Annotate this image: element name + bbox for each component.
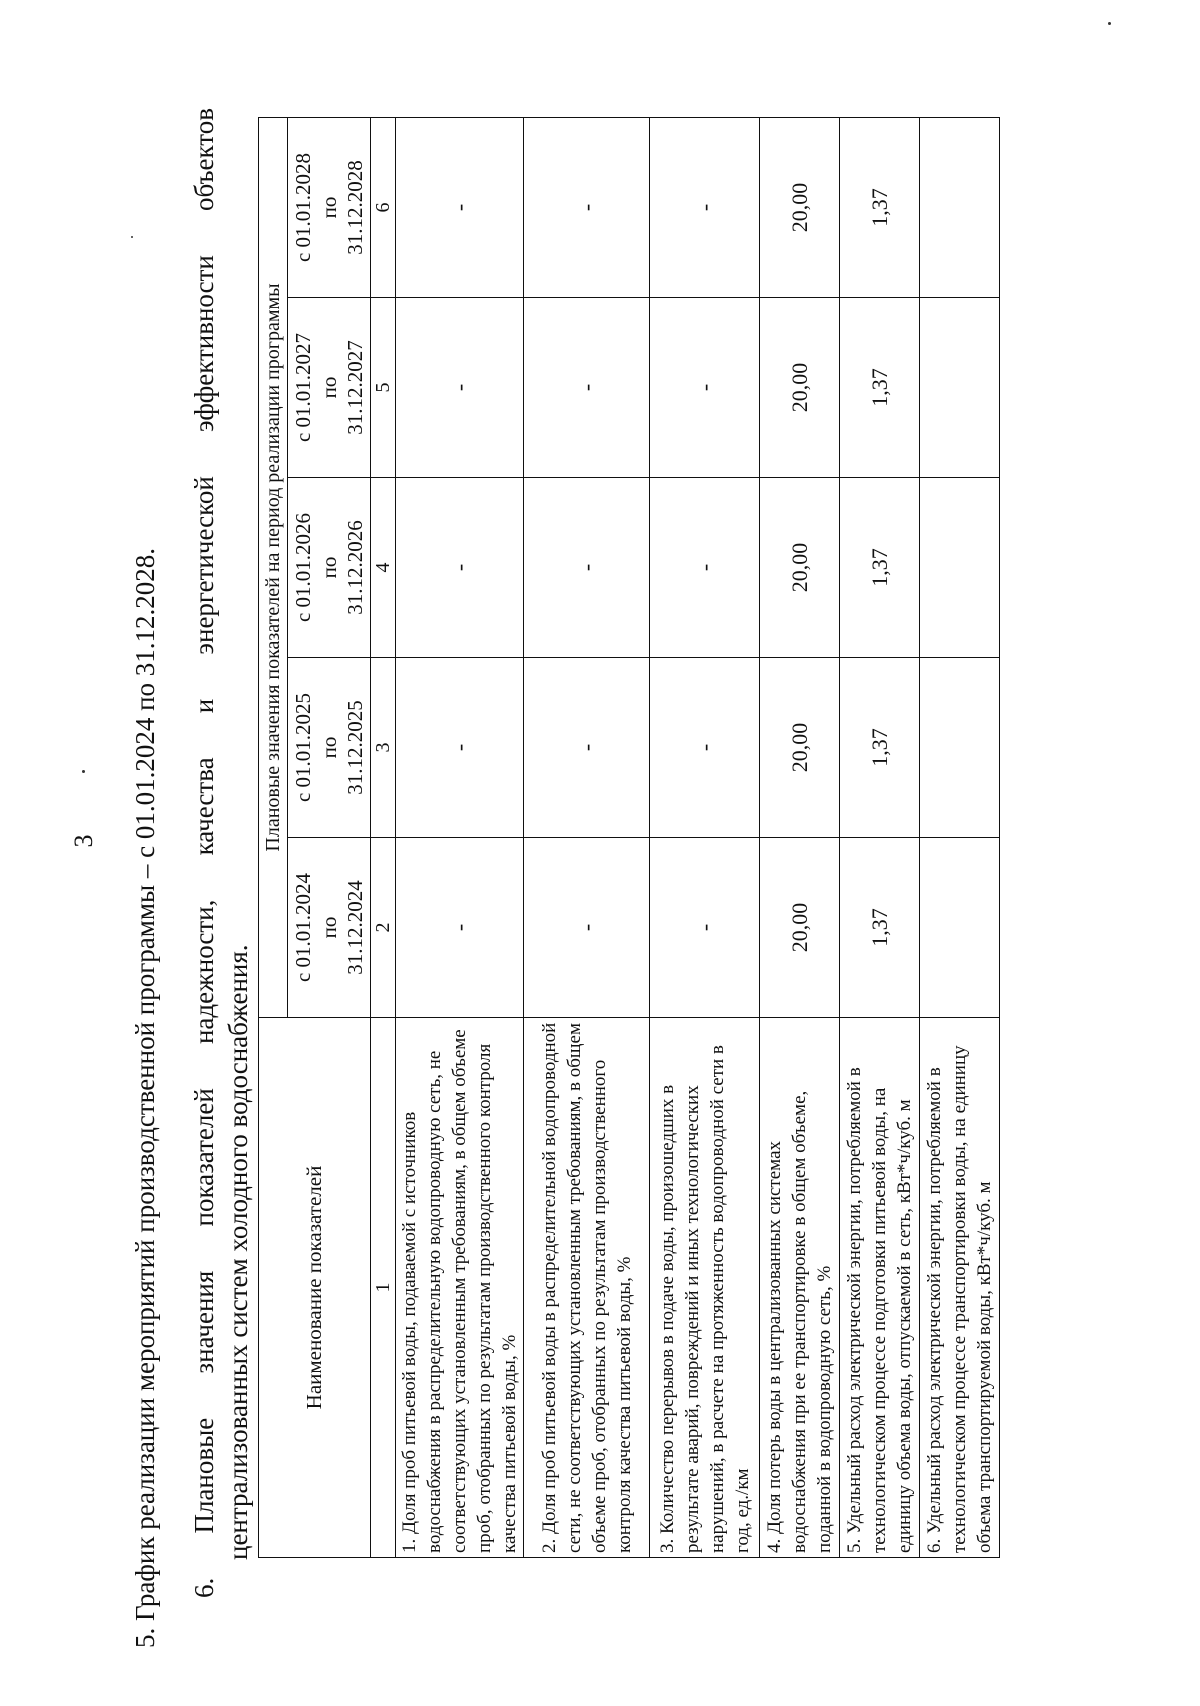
indicator-value: 1,37 — [840, 658, 920, 838]
table-row — [650, 117, 760, 1557]
indicator-value: - — [396, 658, 524, 838]
section-5-heading: 5. График реализации мероприятий производственной программы – с 01.01.2024 по 31.12.2028. — [130, 547, 160, 1648]
scan-speck — [82, 770, 85, 773]
section-6-heading-line1: 6. Плановые значения показателей надежности, качества и энергетической эффективности объектов — [189, 108, 219, 1598]
scan-speck — [131, 236, 133, 238]
indicator-value: 20,00 — [760, 658, 840, 838]
table-row — [524, 117, 650, 1557]
indicator-name: 2. Доля проб питьевой воды в распределительной водопроводной сети, не соответствующих установленным требованиям, в общем объеме проб, отобранных по результатам производственного контроля качества питьевой воды, % — [524, 1018, 650, 1558]
column-number: 5 — [371, 298, 396, 478]
indicator-value: - — [524, 478, 650, 658]
indicator-value: - — [524, 838, 650, 1018]
indicator-value: 20,00 — [760, 117, 840, 297]
column-number: 2 — [371, 838, 396, 1018]
indicator-name: 5. Удельный расход электрической энергии, потребляемой в технологическом процессе подготовки питьевой воды, на единицу объема воды, отпускаемой в сеть, кВт*ч/куб. м — [840, 1018, 920, 1558]
indicator-value: - — [650, 298, 760, 478]
indicator-value: - — [650, 838, 760, 1018]
column-number: 4 — [371, 478, 396, 658]
indicator-value — [920, 478, 1000, 658]
period-header-2025: с 01.01.2025 по 31.12.2025 — [288, 658, 371, 838]
indicator-value: - — [524, 658, 650, 838]
indicator-value: - — [650, 658, 760, 838]
indicator-value: 20,00 — [760, 298, 840, 478]
period-header-2024: с 01.01.2024 по 31.12.2024 — [288, 838, 371, 1018]
indicator-value: - — [396, 478, 524, 658]
column-group-header: Плановые значения показателей на период реализации программы — [259, 117, 288, 1017]
indicator-value — [920, 658, 1000, 838]
indicator-name: 3. Количество перерывов в подаче воды, произошедших в результате аварий, повреждений и иных технологических нарушений, в расчете на протяженность водопроводной сети в год, ед./км — [650, 1018, 760, 1558]
indicator-value: 20,00 — [760, 838, 840, 1018]
indicator-value: - — [396, 298, 524, 478]
indicator-value — [920, 117, 1000, 297]
table-row — [840, 117, 920, 1557]
period-header-2027: с 01.01.2027 по 31.12.2027 — [288, 298, 371, 478]
column-number: 1 — [371, 1018, 396, 1558]
column-header-name: Наименование показателей — [259, 1018, 371, 1558]
indicator-value: - — [396, 117, 524, 297]
scan-speck — [1108, 22, 1111, 25]
indicator-value: 1,37 — [840, 298, 920, 478]
indicator-value: 1,37 — [840, 478, 920, 658]
indicator-value: 1,37 — [840, 117, 920, 297]
indicator-value: - — [524, 117, 650, 297]
table-row — [920, 117, 1000, 1557]
indicator-value — [920, 298, 1000, 478]
document-content — [130, 110, 1150, 1650]
indicator-name: 6. Удельный расход электрической энергии, потребляемой в технологическом процессе транспортировки воды, на единицу объема транспортируемой воды, кВт*ч/куб. м — [920, 1018, 1000, 1558]
table-row — [396, 117, 524, 1557]
page-number: 3 — [69, 834, 98, 848]
indicator-value: - — [524, 298, 650, 478]
indicator-value: - — [650, 478, 760, 658]
section-6-heading-line2: централизованных систем холодного водоснабжения. — [223, 944, 253, 1560]
indicator-value — [920, 838, 1000, 1018]
column-number: 6 — [371, 117, 396, 297]
indicator-value: - — [396, 838, 524, 1018]
indicators-table — [258, 117, 1000, 1558]
table-row — [760, 117, 840, 1557]
period-header-2028: с 01.01.2028 по 31.12.2028 — [288, 117, 371, 297]
indicator-name: 1. Доля проб питьевой воды, подаваемой с источников водоснабжения в распределительную водопроводную сеть, не соответствующих установленным требованиям, в общем объеме проб, отобранных по результатам производственного контроля качества питьевой воды, % — [396, 1018, 524, 1558]
indicator-value: 20,00 — [760, 478, 840, 658]
indicator-value: 1,37 — [840, 838, 920, 1018]
indicator-name: 4. Доля потерь воды в централизованных системах водоснабжения при ее транспортировке в общем объеме, поданной в водопроводную сеть, % — [760, 1018, 840, 1558]
period-header-2026: с 01.01.2026 по 31.12.2026 — [288, 478, 371, 658]
column-number-row — [371, 117, 396, 1557]
indicator-value: - — [650, 117, 760, 297]
column-number: 3 — [371, 658, 396, 838]
